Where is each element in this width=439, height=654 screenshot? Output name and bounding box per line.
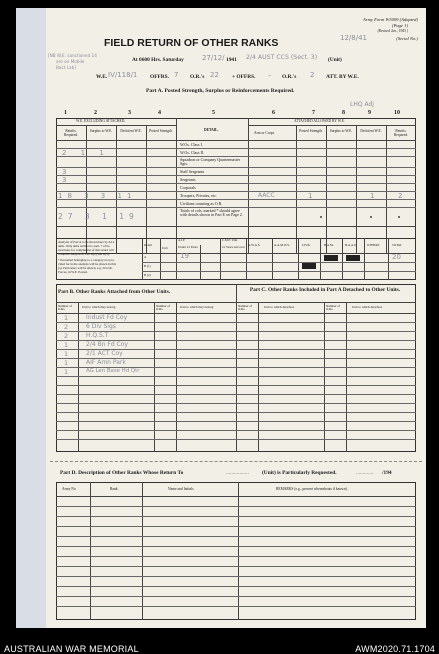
part-d-head-remarks: REMARKS (e.g., present whereabouts if known). — [276, 487, 348, 491]
analysis-hand-total: 20 — [392, 253, 401, 261]
ors2-hand: 2 — [310, 71, 315, 79]
col-number-10: 10 — [394, 110, 400, 116]
part-b-head-unit-1: Unit to which they belong — [82, 305, 116, 309]
margin-note-3: Bact Lab] — [56, 65, 76, 70]
analysis-head-detail: Detail — [144, 243, 152, 247]
part-c-title: Part C. Other Ranks Included in Part A Detached to Other Units. — [249, 287, 401, 293]
part-a-title: Part A. Posted Strength, Surplus or Reinforcements Required. — [146, 88, 295, 94]
hand-row-totals: 27 3 1 19 — [58, 212, 139, 221]
form-title: FIELD RETURN OF OTHER RANKS — [104, 37, 279, 49]
part-b-title: Part B. Other Ranks Attached from Other Units. — [58, 289, 171, 295]
part-b-entry-2-unit: 6 Div Sigs — [86, 323, 116, 330]
part-c-head-unit-1: Unit to which detached. — [264, 305, 295, 309]
unit-label: (Unit) — [328, 57, 342, 63]
analysis-head-others: OTHERS — [367, 243, 380, 247]
analysis-note-8: Forces, in W.E. Posted. — [58, 270, 88, 274]
form-revised: (Revised Jan., 1943 ) — [377, 29, 408, 33]
part-d-title-year: /194 — [382, 470, 392, 476]
part-b-entry-3-num: 2 — [64, 332, 69, 340]
analysis-head-unit: Unit — [162, 246, 168, 250]
head-surplus-we: Surplus to W.E. — [89, 129, 113, 133]
footer-institution: AUSTRALIAN WAR MEMORIAL — [4, 644, 139, 654]
att-by-we-label: ATT. BY W.E. — [326, 74, 359, 80]
detail-row-2: W.Os. Class II. — [180, 150, 205, 155]
col-number-2: 2 — [94, 110, 97, 116]
archive-footer — [0, 628, 439, 653]
col-number-1: 1 — [64, 110, 67, 116]
analysis-note-6: vided for in the analysis will be shown in this — [58, 262, 116, 266]
col-number-7: 7 — [312, 110, 315, 116]
ors-label: O.R.'s — [190, 74, 205, 80]
analysis-note-2: units. Only units entitled to earn. 7 of in- — [58, 244, 111, 248]
detail-row-1: W.Os. Class I. — [180, 142, 203, 147]
part-b-head-number-2: Number of O.Rs. — [156, 304, 170, 312]
analysis-head-awas: A.W.A.S. — [248, 243, 261, 247]
analysis-note-1: Analysis of Part A to be shown here by ALL — [58, 240, 115, 244]
we-excluding-heading: W.E. EXCLUDING ATTACHED. — [76, 119, 126, 123]
field-return-form — [50, 16, 422, 626]
part-b-entry-7-unit: AG Len Base Hd Qtr — [86, 368, 140, 374]
part-b-entry-1-unit: Indust Fd Coy — [86, 314, 128, 321]
part-d-date-blank: ............. — [356, 470, 374, 476]
at-line-prefix: At 0600 Hrs. Saturday — [132, 57, 184, 63]
hand-top-right: LHQ Adj — [350, 101, 374, 108]
redaction-block-3 — [346, 255, 360, 261]
analysis-head-aif: A.I.F. — [178, 238, 186, 242]
hand-row-staff: 3 — [62, 168, 67, 176]
col-number-8: 8 — [342, 110, 345, 116]
col-number-6: 6 — [272, 110, 275, 116]
analysis-hand-aif: 19 — [180, 252, 189, 260]
serial-number-hand: 12/8/41 — [340, 34, 367, 42]
part-d-head-army-no: Army No — [62, 487, 76, 491]
analysis-head-ram: B.A.M. — [324, 243, 334, 247]
analysis-head-aamws: A.A.M.W.S. — [274, 243, 290, 247]
we-hand: IV/118/1 — [108, 71, 138, 79]
col-number-5: 5 — [212, 110, 215, 116]
head-reinfts-required: Reinfts. Required. — [63, 129, 79, 137]
analysis-row-b1: B (1) — [144, 264, 151, 268]
hand-att-reinfts: 2 — [398, 192, 403, 200]
part-c-head-number-2: Number of O.Rs. — [326, 304, 340, 312]
head-att-surplus: Surplus to W.E. — [329, 129, 353, 133]
part-d-table — [56, 482, 416, 620]
at-year: 1941 — [226, 57, 237, 63]
perforation-line — [50, 461, 422, 462]
part-b-entry-4-unit: 2/4 Bn Fd Coy — [86, 341, 128, 348]
hand-row-troopers: 18 3 3 11 — [58, 192, 137, 200]
part-b-entry-6-num: 1 — [64, 359, 69, 367]
detail-row-8: Civilians counting as O.R. — [180, 201, 223, 206]
part-c-head-number-1: Number of O.Rs. — [238, 304, 252, 312]
part-d-title-prefix: Part D. Description of Other Ranks Whose Return To — [60, 470, 184, 476]
margin-note-2: are on Mobile — [56, 59, 85, 64]
head-deficient-we: Deficient W.E. — [120, 129, 142, 133]
analysis-head-total: TOTAL — [392, 243, 403, 247]
analysis-head-civil: CIVIL — [302, 243, 311, 247]
offrs-hand: 7 — [174, 71, 179, 79]
detail-row-9: Totals of cols. marked * should agree with details shown in Part E on Page 2. — [180, 208, 243, 217]
analysis-note-3: structions for compilation of this return will — [58, 248, 114, 252]
col-number-3: 3 — [128, 110, 131, 116]
hand-att-posted: 1 — [308, 192, 313, 200]
detail-row-6: Corporals — [180, 185, 196, 190]
analysis-row-b2: B (2) — [144, 273, 151, 277]
detail-row-3: Squadron or Company Quartermaster Sgts. — [180, 157, 241, 166]
offrs-label: OFFRS. — [150, 74, 170, 80]
attached-allowed-heading: ATTACHED ALLOWED BY W.E. — [294, 119, 345, 123]
part-b-entry-5-num: 1 — [64, 350, 69, 358]
ors2-label: O.R.'s — [282, 74, 297, 80]
detail-row-7: Troopers, Privates, etc. — [180, 193, 217, 198]
carbon-copy-edge — [16, 8, 46, 628]
part-b-entry-3-unit: H.Q.S.T — [86, 332, 109, 339]
hand-att-deficient: 1 — [370, 192, 375, 200]
analysis-note-4: complete analysis of Part B(2) and B(3). — [58, 252, 110, 256]
col-number-4: 4 — [158, 110, 161, 116]
analysis-head-21over: 21 Years and over — [222, 245, 245, 249]
analysis-head-cmf: C.M.F. Unit — [222, 238, 238, 242]
part-a-table — [56, 118, 416, 254]
part-d-title-blank: ................. — [226, 470, 249, 476]
at-date-hand: 27/12/ — [202, 54, 225, 62]
part-b-entry-7-num: 1 — [64, 368, 69, 376]
detail-row-5: Sergeants — [180, 177, 196, 182]
analysis-note-5: * Personnel belonging to a category not pro- — [58, 258, 115, 262]
hand-row-wo2: 2 1 1 — [62, 149, 110, 157]
detail-heading: DETAIL. — [204, 128, 219, 132]
part-b-head-number-1: Number of O.Rs. — [58, 304, 72, 312]
part-d-title-unit: (Unit) is Particularly Requested. — [262, 470, 337, 476]
margin-note-1: [NB W.E. sanctioned 14 — [48, 53, 97, 58]
col-number-9: 9 — [368, 110, 371, 116]
hand-arm-corps: AACC — [258, 192, 275, 199]
form-reference: Army Form W3009 (Adapted) — [363, 17, 418, 22]
part-d-head-name: Name and Initials. — [168, 487, 195, 491]
we-label: W.E. — [96, 74, 108, 80]
analysis-head-raap: B.A.A.P. — [345, 243, 357, 247]
form-page: (Page 1) — [392, 23, 408, 28]
part-b-entry-5-unit: 2/1 ACT Coy — [86, 350, 123, 357]
serial-number-label: (Serial No.) — [396, 36, 418, 41]
part-b-entry-4-num: 1 — [64, 341, 69, 349]
part-b-entry-2-num: 2 — [64, 323, 69, 331]
part-d-head-rank: Rank. — [110, 487, 119, 491]
head-posted-strength: Posted Strength. — [149, 129, 173, 133]
part-c-head-unit-2: Unit to which detached. — [352, 305, 383, 309]
head-arm-or-corps: Arm or Corps. — [254, 131, 275, 135]
part-b-entry-1-num: 1 — [64, 314, 69, 322]
head-att-deficient: Deficient W.E. — [360, 129, 382, 133]
plus-offrs-label: + OFFRS. — [232, 74, 256, 80]
hand-row-sgts: 3 — [62, 176, 67, 184]
part-b-head-unit-2: Unit to which they belong — [180, 305, 214, 309]
redaction-block-1 — [302, 263, 316, 269]
head-att-reinfts: Reinfts. Required. — [393, 129, 409, 137]
redaction-block-2 — [324, 255, 338, 261]
part-b-entry-6-unit: AIF Amn Park — [86, 359, 126, 366]
plus-offrs-hand: – — [268, 71, 272, 79]
analysis-row-a: A — [144, 255, 147, 259]
unit-hand: 2/4 AUST CCS (Sect. 3) — [246, 54, 318, 61]
analysis-note-7: (a). Particulars will be shown, e.g. 20 O.R. — [58, 266, 113, 270]
head-att-posted-strength: Posted Strength. — [299, 129, 323, 133]
detail-row-4: Staff Sergeants — [180, 169, 205, 174]
footer-accession-number: AWM2020.71.1704 — [355, 644, 435, 654]
ors-hand: 22 — [210, 71, 219, 79]
analysis-head-under21: Under 21 Years — [178, 245, 198, 249]
